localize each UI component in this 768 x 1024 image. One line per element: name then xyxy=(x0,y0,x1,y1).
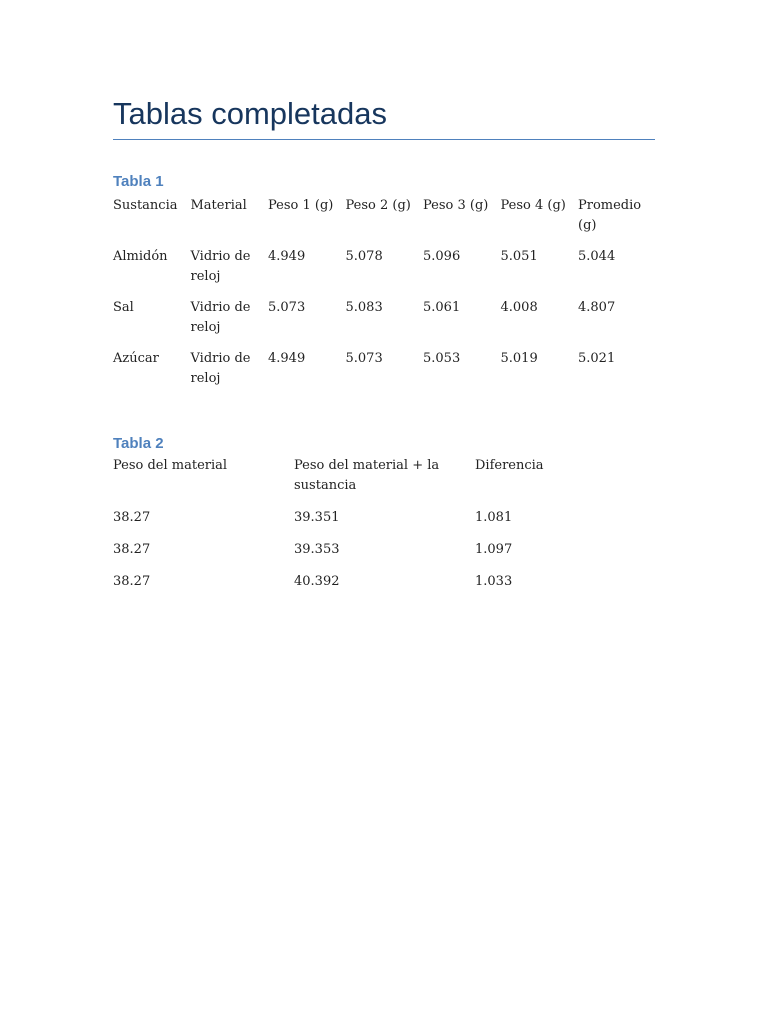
table-row xyxy=(113,540,655,572)
table-cell: Vidrio de reloj xyxy=(190,351,251,386)
table-row xyxy=(113,572,655,604)
table-header-cell: Peso 4 (g) xyxy=(500,198,566,213)
table-header-cell: Peso 2 (g) xyxy=(345,198,411,213)
table-cell: 38.27 xyxy=(113,510,151,525)
table1 xyxy=(113,196,656,400)
table-cell: 4.949 xyxy=(268,249,306,264)
table-header-cell: Peso del material xyxy=(113,458,228,473)
table-cell: Sal xyxy=(113,300,134,315)
table-header-cell: Promedio (g) xyxy=(578,198,642,233)
table-cell: 1.033 xyxy=(475,574,513,589)
table-cell: 5.019 xyxy=(500,351,538,366)
table2-heading: Tabla 2 xyxy=(113,435,164,452)
table-header-cell: Peso 1 (g) xyxy=(268,198,334,213)
table-cell: 5.078 xyxy=(345,249,383,264)
table-header-cell: Peso del material + la sustancia xyxy=(294,458,440,493)
table-row xyxy=(113,247,656,298)
table-header-row xyxy=(113,456,655,508)
table-cell: 5.044 xyxy=(578,249,616,264)
table-cell: 1.081 xyxy=(475,510,513,525)
table-header-cell: Peso 3 (g) xyxy=(423,198,489,213)
table-cell: Vidrio de reloj xyxy=(190,300,251,335)
table-cell: Vidrio de reloj xyxy=(190,249,251,284)
table-header-cell: Diferencia xyxy=(475,458,544,473)
table-cell: 5.021 xyxy=(578,351,616,366)
table-cell: 4.949 xyxy=(268,351,306,366)
table-row xyxy=(113,349,656,400)
table-cell: 4.008 xyxy=(500,300,538,315)
table-cell: 38.27 xyxy=(113,574,151,589)
table-row xyxy=(113,508,655,540)
table-cell: 38.27 xyxy=(113,542,151,557)
table-cell: 5.096 xyxy=(423,249,461,264)
table2 xyxy=(113,456,655,604)
table-cell: 5.083 xyxy=(345,300,383,315)
table-header-cell: Material xyxy=(190,198,247,213)
table-cell: Almidón xyxy=(113,249,168,264)
table-cell: 39.351 xyxy=(294,510,340,525)
table-cell: 4.807 xyxy=(578,300,616,315)
table-cell: 39.353 xyxy=(294,542,340,557)
table-cell: 5.053 xyxy=(423,351,461,366)
table-cell: 5.061 xyxy=(423,300,461,315)
table-cell: 5.073 xyxy=(268,300,306,315)
table-row xyxy=(113,298,656,349)
table-cell: 1.097 xyxy=(475,542,513,557)
table-cell: 40.392 xyxy=(294,574,340,589)
table-header-row xyxy=(113,196,656,247)
table-cell: Azúcar xyxy=(113,351,159,366)
table-cell: 5.051 xyxy=(500,249,538,264)
title-divider xyxy=(113,139,655,140)
table-cell: 5.073 xyxy=(345,351,383,366)
table1-heading: Tabla 1 xyxy=(113,173,164,190)
page-title: Tablas completadas xyxy=(113,96,387,131)
table-header-cell: Sustancia xyxy=(113,198,178,213)
